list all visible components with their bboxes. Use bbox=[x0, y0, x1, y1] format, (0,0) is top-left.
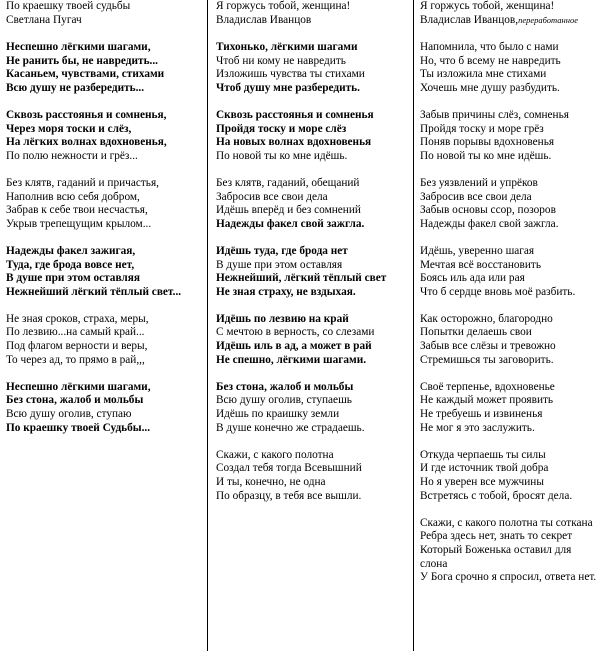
poem-body bbox=[420, 41, 600, 585]
poem-line: Туда, где брода вовсе нет, bbox=[6, 258, 135, 271]
poem-line: По лезвию...на самый край... bbox=[6, 326, 145, 339]
poem-line: Создал тебя тогда Всевышний bbox=[216, 462, 362, 475]
stanza bbox=[6, 41, 207, 95]
stanza bbox=[216, 449, 413, 503]
poem-line: Неспешно лёгкими шагами, bbox=[6, 380, 151, 393]
poem-line: Нежнейший, лёгкий тёплый свет bbox=[216, 272, 387, 285]
poem-line: Без клятв, гаданий, обещаний bbox=[216, 176, 360, 189]
poem-line: Своё терпенье, вдохновенье bbox=[420, 380, 555, 393]
stanza bbox=[420, 449, 600, 503]
poem-line: Забыв все слёзы и тревожно bbox=[420, 340, 556, 353]
stanza bbox=[216, 41, 413, 95]
poem-line: Сквозь расстоянья и сомненья bbox=[216, 108, 374, 121]
poem-line: По образцу, в тебя все вышли. bbox=[216, 489, 362, 502]
stanza bbox=[216, 313, 413, 367]
poem-line: По полю нежности и грёз... bbox=[6, 149, 138, 162]
poem-line: Но, что б всему не навредить bbox=[420, 54, 561, 67]
poem-line: Встретясь с тобой, бросят дела. bbox=[420, 489, 573, 502]
stanza bbox=[216, 245, 413, 299]
poem-line: Всю душу не разбередить... bbox=[6, 81, 145, 94]
poem-column-reworked bbox=[413, 0, 600, 651]
poem-line: Скажи, с какого полотна bbox=[216, 448, 334, 461]
poem-line: В душе при этом оставляя bbox=[216, 258, 343, 271]
poem-header bbox=[420, 0, 600, 27]
poem-line: Не зная страху, не вздыхая. bbox=[216, 285, 356, 298]
poem-line: Всю душу оголив, ступаешь bbox=[216, 394, 352, 407]
poem-column-reply bbox=[207, 0, 413, 651]
poem-line: Который Боженька оставил для слона bbox=[420, 543, 572, 570]
poem-column-original bbox=[0, 0, 207, 651]
poem-line: В душе при этом оставляя bbox=[6, 272, 140, 285]
stanza bbox=[420, 381, 600, 435]
poem-line: Пройдя тоску и море слёз bbox=[216, 122, 347, 135]
poem-line: Хочешь мне душу разбудить. bbox=[420, 81, 560, 94]
poem-line: В душе конечно же страдаешь. bbox=[216, 421, 365, 434]
stanza bbox=[6, 245, 207, 299]
poem-line: Изложишь чувства ты стихами bbox=[216, 68, 365, 81]
stanza bbox=[216, 177, 413, 231]
poem-line: Идёшь вперёд и без сомнений bbox=[216, 204, 361, 217]
poem-body bbox=[216, 41, 413, 503]
stanza bbox=[6, 381, 207, 435]
poem-line: Ты изложила мне стихами bbox=[420, 68, 547, 81]
poem-line: То через ад, то прямо в рай,,, bbox=[6, 353, 145, 366]
poem-line: Напомнила, что было с нами bbox=[420, 41, 559, 53]
poem-line: Идёшь туда, где брода нет bbox=[216, 244, 348, 257]
poem-author-line bbox=[420, 14, 600, 28]
poem-line: Тихонько, лёгкими шагами bbox=[216, 41, 358, 53]
poem-title: Я горжусь тобой, женщина! bbox=[216, 0, 351, 12]
poem-line: Не ранить бы, не навредить... bbox=[6, 54, 159, 67]
poem-line: Мечтая всё восстановить bbox=[420, 258, 542, 271]
stanza bbox=[420, 41, 600, 95]
stanza bbox=[420, 109, 600, 163]
poem-line: Поняв порывы вдохновенья bbox=[420, 136, 555, 149]
poem-line: Стремишься ты заговорить. bbox=[420, 353, 554, 366]
poem-line: Но я уверен все мужчины bbox=[420, 476, 544, 488]
poem-line: И где источник твой добра bbox=[420, 462, 549, 475]
poem-line: Не мог я это заслужить. bbox=[420, 421, 535, 434]
poem-line: Попытки делаешь свои bbox=[420, 326, 532, 339]
poem-line: Что б сердце вновь моё разбить. bbox=[420, 285, 576, 298]
stanza bbox=[6, 177, 207, 231]
stanza bbox=[216, 381, 413, 435]
poem-author: Владислав Иванцов bbox=[216, 13, 312, 26]
poem-line: Не каждый может проявить bbox=[420, 394, 554, 407]
poem-line: Боясь иль ада или рая bbox=[420, 272, 525, 285]
poem-line: Без уязвлений и упрёков bbox=[420, 176, 538, 189]
poem-line: Ребра здесь нет, знать то секрет bbox=[420, 530, 573, 543]
poem-author: Светлана Пугач bbox=[6, 13, 82, 26]
poem-line: Надежды факел зажигая, bbox=[6, 244, 136, 257]
poem-author-note: переработанное bbox=[518, 14, 578, 25]
poem-line: По новой ты ко мне идёшь. bbox=[420, 149, 552, 162]
poem-line: Чтоб ни кому не навредить bbox=[216, 54, 346, 67]
poem-line: Забыв причины слёз, сомненья bbox=[420, 108, 569, 121]
poem-line: По краешку твоей Судьбы... bbox=[6, 421, 151, 434]
poem-line: Забросив все свои дела bbox=[420, 190, 532, 203]
poem-header bbox=[216, 0, 413, 27]
stanza bbox=[6, 109, 207, 163]
poem-line: По новой ты ко мне идёшь. bbox=[216, 149, 348, 162]
poem-line: Не зная сроков, страха, меры, bbox=[6, 312, 149, 325]
poem-line: Не требуешь и извиненья bbox=[420, 408, 543, 421]
poem-line: Без стона, жалоб и мольбы bbox=[216, 380, 354, 393]
poem-line: Чтоб душу мне разбередить. bbox=[216, 81, 360, 94]
poem-line: Касаньем, чувствами, стихами bbox=[6, 68, 165, 81]
poem-line: Идёшь по краишку земли bbox=[216, 408, 340, 421]
poem-line: Под флагом верности и веры, bbox=[6, 340, 148, 353]
poem-line: Через моря тоски и слёз, bbox=[6, 122, 132, 135]
poem-line: Забросив все свои дела bbox=[216, 190, 328, 203]
poem-line: Скажи, с какого полотна ты соткана bbox=[420, 516, 593, 529]
poem-line: Без клятв, гаданий и причастья, bbox=[6, 176, 159, 189]
poem-line: С мечтою в верность, со слезами bbox=[216, 326, 375, 339]
poem-line: Без стона, жалоб и мольбы bbox=[6, 394, 144, 407]
poem-line: Надежды факел свой зажгла. bbox=[420, 217, 559, 230]
poem-line: У Бога срочно я спросил, ответа нет. bbox=[420, 571, 597, 584]
poem-line: И ты, конечно, не одна bbox=[216, 476, 326, 488]
poem-line: Откуда черпаешь ты силы bbox=[420, 448, 546, 461]
poem-line: На новых волнах вдохновенья bbox=[216, 136, 372, 149]
poem-author: Владислав Иванцов, bbox=[420, 13, 519, 26]
stanza bbox=[420, 177, 600, 231]
poem-line: Пройдя тоску и море грёз bbox=[420, 122, 544, 135]
poem-line: На лёгких волнах вдохновенья, bbox=[6, 136, 167, 149]
stanza bbox=[420, 517, 600, 585]
poem-title: Я горжусь тобой, женщина! bbox=[420, 0, 555, 12]
poem-line: Укрыв трепещущим крылом... bbox=[6, 217, 152, 230]
poem-line: Как осторожно, благородно bbox=[420, 312, 553, 325]
poem-line: Забыв основы ссор, позоров bbox=[420, 204, 556, 217]
stanza bbox=[420, 245, 600, 299]
stanza bbox=[216, 109, 413, 163]
poem-line: Идёшь иль в ад, а может в рай bbox=[216, 340, 372, 353]
stanza bbox=[420, 313, 600, 367]
poem-line: Всю душу оголив, ступаю bbox=[6, 408, 132, 421]
poem-line: Неспешно лёгкими шагами, bbox=[6, 41, 151, 53]
poem-body bbox=[6, 41, 207, 435]
poem-line: Нежнейший лёгкий тёплый свет... bbox=[6, 285, 182, 298]
poem-line: Надежды факел свой зажгла. bbox=[216, 217, 365, 230]
poem-title: По краешку твоей судьбы bbox=[6, 0, 131, 12]
poem-line: Забрав к себе твои несчастья, bbox=[6, 204, 148, 217]
poem-line: Идёшь, уверенно шагая bbox=[420, 244, 535, 257]
poem-line: Не спешно, лёгкими шагами. bbox=[216, 353, 367, 366]
stanza bbox=[6, 313, 207, 367]
poem-line: Сквозь расстоянья и сомненья, bbox=[6, 108, 167, 121]
poem-line: Наполнив всю себя добром, bbox=[6, 190, 140, 203]
poem-header bbox=[6, 0, 207, 27]
poem-line: Идёшь по лезвию на край bbox=[216, 312, 349, 325]
